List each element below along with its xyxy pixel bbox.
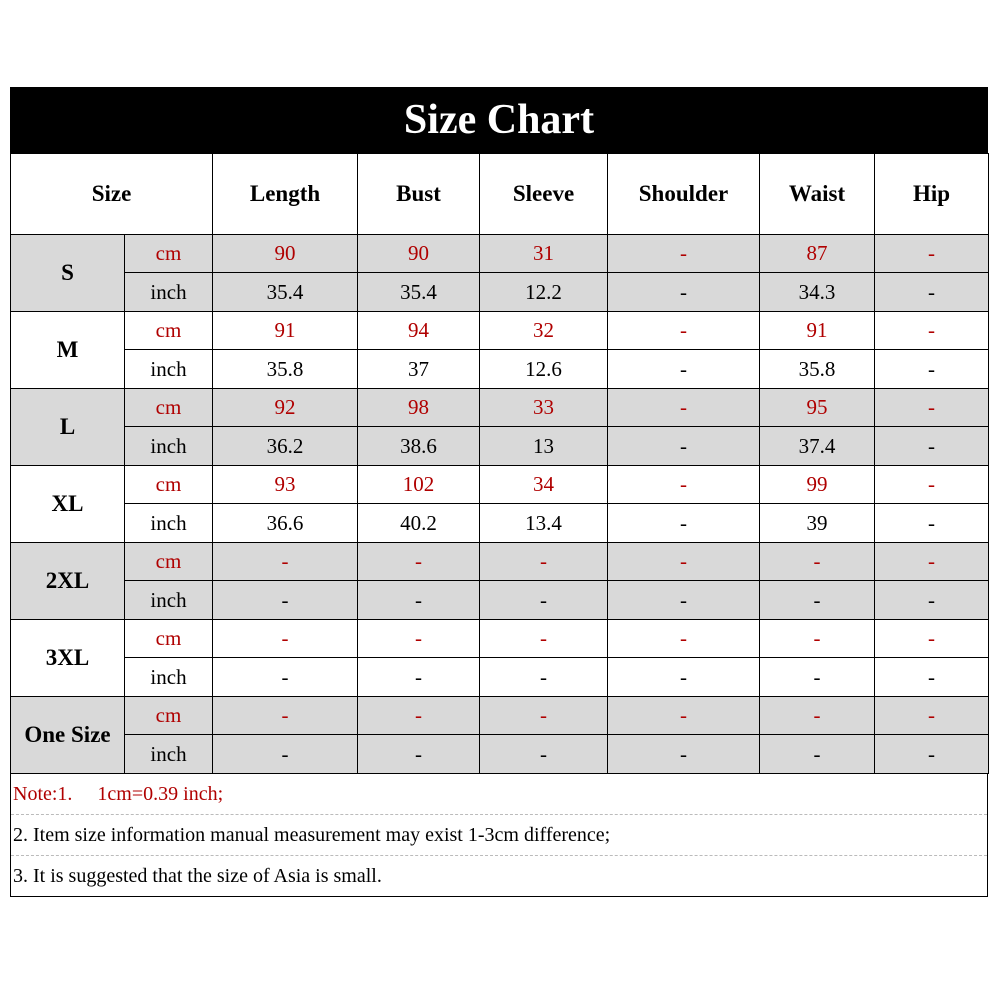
- unit-inch-label: inch: [125, 427, 213, 466]
- inch-value-cell: -: [875, 273, 989, 312]
- cm-value-cell: -: [875, 466, 989, 504]
- size-chart: [10, 87, 988, 897]
- cm-value-cell: -: [608, 466, 760, 504]
- cm-value-cell: 102: [358, 466, 480, 504]
- cm-value-cell: 90: [213, 235, 358, 273]
- inch-value-cell: -: [358, 735, 480, 774]
- inch-value-cell: -: [608, 427, 760, 466]
- inch-value-cell: -: [480, 735, 608, 774]
- cm-value-cell: -: [608, 697, 760, 735]
- header-bust: Bust: [358, 154, 480, 235]
- size-row-inch: [11, 735, 989, 774]
- size-label: 2XL: [11, 543, 125, 620]
- cm-value-cell: -: [875, 389, 989, 427]
- inch-value-cell: -: [358, 658, 480, 697]
- inch-value-cell: 12.2: [480, 273, 608, 312]
- header-waist: Waist: [760, 154, 875, 235]
- cm-value-cell: -: [875, 620, 989, 658]
- unit-inch-label: inch: [125, 350, 213, 389]
- size-table: [10, 153, 989, 774]
- size-row-cm: [11, 543, 989, 581]
- header-shoulder: Shoulder: [608, 154, 760, 235]
- cm-value-cell: -: [608, 235, 760, 273]
- inch-value-cell: 37.4: [760, 427, 875, 466]
- inch-value-cell: -: [875, 427, 989, 466]
- inch-value-cell: -: [213, 735, 358, 774]
- cm-value-cell: -: [760, 620, 875, 658]
- cm-value-cell: 32: [480, 312, 608, 350]
- inch-value-cell: -: [608, 504, 760, 543]
- inch-value-cell: 34.3: [760, 273, 875, 312]
- size-label: XL: [11, 466, 125, 543]
- note-2: 2. Item size information manual measurement may exist 1-3cm difference;: [11, 815, 987, 856]
- cm-value-cell: 92: [213, 389, 358, 427]
- inch-value-cell: -: [875, 350, 989, 389]
- inch-value-cell: 35.4: [358, 273, 480, 312]
- cm-value-cell: -: [213, 697, 358, 735]
- unit-cm-label: cm: [125, 389, 213, 427]
- inch-value-cell: -: [358, 581, 480, 620]
- inch-value-cell: -: [608, 735, 760, 774]
- cm-value-cell: -: [608, 620, 760, 658]
- note-3: 3. It is suggested that the size of Asia is small.: [13, 864, 382, 887]
- cm-value-cell: 94: [358, 312, 480, 350]
- cm-value-cell: -: [875, 235, 989, 273]
- inch-value-cell: 13.4: [480, 504, 608, 543]
- header-length: Length: [213, 154, 358, 235]
- notes: [10, 774, 988, 897]
- cm-value-cell: 31: [480, 235, 608, 273]
- cm-value-cell: -: [608, 543, 760, 581]
- note-1: Note:1. 1cm=0.39 inch;: [11, 774, 987, 815]
- size-label: L: [11, 389, 125, 466]
- cm-value-cell: -: [480, 620, 608, 658]
- inch-value-cell: 40.2: [358, 504, 480, 543]
- unit-inch-label: inch: [125, 504, 213, 543]
- cm-value-cell: -: [760, 543, 875, 581]
- inch-value-cell: -: [608, 581, 760, 620]
- cm-value-cell: 33: [480, 389, 608, 427]
- unit-cm-label: cm: [125, 235, 213, 273]
- unit-cm-label: cm: [125, 466, 213, 504]
- size-row-cm: [11, 466, 989, 504]
- inch-value-cell: 36.6: [213, 504, 358, 543]
- size-label: S: [11, 235, 125, 312]
- inch-value-cell: -: [760, 735, 875, 774]
- cm-value-cell: 87: [760, 235, 875, 273]
- inch-value-cell: 39: [760, 504, 875, 543]
- header-hip: Hip: [875, 154, 989, 235]
- inch-value-cell: 13: [480, 427, 608, 466]
- inch-value-cell: -: [608, 350, 760, 389]
- inch-value-cell: 35.8: [213, 350, 358, 389]
- cm-value-cell: 34: [480, 466, 608, 504]
- header-sleeve: Sleeve: [480, 154, 608, 235]
- cm-value-cell: -: [358, 697, 480, 735]
- cm-value-cell: 93: [213, 466, 358, 504]
- cm-value-cell: -: [213, 543, 358, 581]
- size-label: One Size: [11, 697, 125, 774]
- unit-inch-label: inch: [125, 735, 213, 774]
- inch-value-cell: -: [875, 581, 989, 620]
- cm-value-cell: 99: [760, 466, 875, 504]
- cm-value-cell: -: [875, 543, 989, 581]
- size-row-inch: [11, 427, 989, 466]
- inch-value-cell: -: [875, 658, 989, 697]
- cm-value-cell: 91: [213, 312, 358, 350]
- inch-value-cell: -: [760, 581, 875, 620]
- cm-value-cell: -: [213, 620, 358, 658]
- cm-value-cell: 98: [358, 389, 480, 427]
- header-row: [11, 154, 989, 235]
- chart-title: Size Chart: [10, 87, 988, 153]
- unit-inch-label: inch: [125, 273, 213, 312]
- inch-value-cell: -: [760, 658, 875, 697]
- cm-value-cell: -: [480, 543, 608, 581]
- size-label: 3XL: [11, 620, 125, 697]
- unit-inch-label: inch: [125, 581, 213, 620]
- unit-cm-label: cm: [125, 312, 213, 350]
- cm-value-cell: 95: [760, 389, 875, 427]
- inch-value-cell: -: [608, 658, 760, 697]
- unit-cm-label: cm: [125, 543, 213, 581]
- inch-value-cell: 38.6: [358, 427, 480, 466]
- inch-value-cell: -: [213, 581, 358, 620]
- cm-value-cell: 90: [358, 235, 480, 273]
- size-row-cm: [11, 697, 989, 735]
- inch-value-cell: 35.4: [213, 273, 358, 312]
- inch-value-cell: -: [608, 273, 760, 312]
- unit-inch-label: inch: [125, 658, 213, 697]
- cm-value-cell: -: [480, 697, 608, 735]
- size-row-inch: [11, 273, 989, 312]
- cm-value-cell: -: [358, 543, 480, 581]
- cm-value-cell: -: [608, 389, 760, 427]
- inch-value-cell: -: [875, 735, 989, 774]
- inch-value-cell: 36.2: [213, 427, 358, 466]
- inch-value-cell: -: [480, 581, 608, 620]
- size-row-cm: [11, 235, 989, 273]
- header-size: Size: [11, 154, 213, 235]
- size-row-cm: [11, 312, 989, 350]
- inch-value-cell: -: [213, 658, 358, 697]
- size-row-inch: [11, 658, 989, 697]
- cm-value-cell: -: [358, 620, 480, 658]
- inch-value-cell: -: [875, 504, 989, 543]
- inch-value-cell: -: [480, 658, 608, 697]
- size-row-cm: [11, 620, 989, 658]
- inch-value-cell: 12.6: [480, 350, 608, 389]
- size-row-cm: [11, 389, 989, 427]
- cm-value-cell: -: [608, 312, 760, 350]
- size-row-inch: [11, 581, 989, 620]
- unit-cm-label: cm: [125, 620, 213, 658]
- inch-value-cell: 35.8: [760, 350, 875, 389]
- unit-cm-label: cm: [125, 697, 213, 735]
- cm-value-cell: -: [875, 312, 989, 350]
- size-row-inch: [11, 350, 989, 389]
- size-row-inch: [11, 504, 989, 543]
- cm-value-cell: 91: [760, 312, 875, 350]
- size-label: M: [11, 312, 125, 389]
- inch-value-cell: 37: [358, 350, 480, 389]
- cm-value-cell: -: [875, 697, 989, 735]
- cm-value-cell: -: [760, 697, 875, 735]
